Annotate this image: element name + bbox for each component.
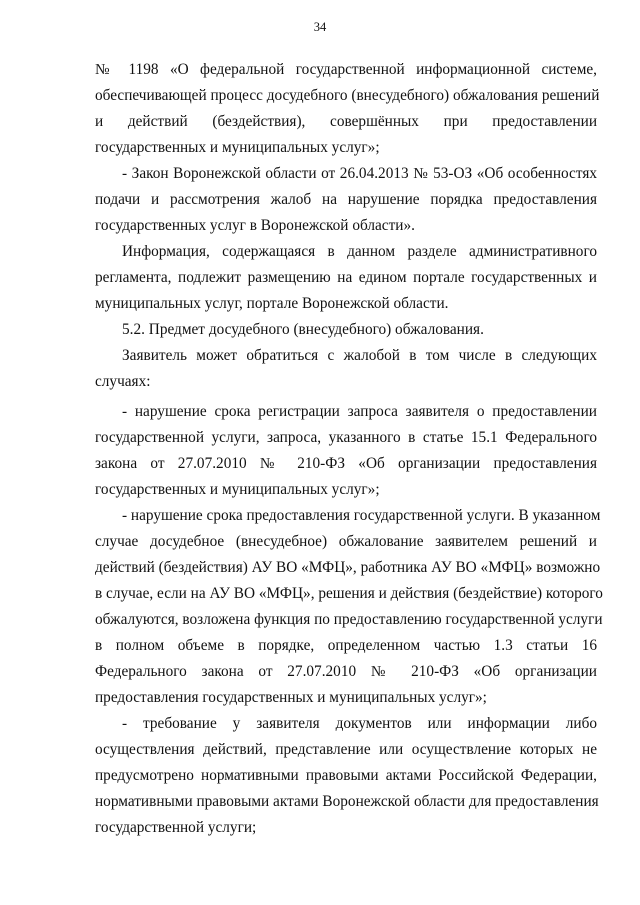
text-line: в случае, если на АУ ВО «МФЦ», решения и действия (бездействие) которого <box>95 585 603 602</box>
text-line: в полном объеме в порядке, определенном частью 1.3 статьи 16 <box>95 637 597 654</box>
text-line: осуществления действий, представление или осуществление которых не <box>95 741 597 758</box>
section-heading: 5.2. Предмет досудебного (внесудебного) обжалования. <box>122 321 484 338</box>
text-line: Информация, содержащаяся в данном разделе административного <box>122 243 597 260</box>
page-number: 34 <box>313 20 327 34</box>
text-line: регламента, подлежит размещению на едином портале государственных и <box>95 269 597 286</box>
text-line: закона от 27.07.2010 № 210-ФЗ «Об организации предоставления <box>95 455 597 472</box>
text-line: - Закон Воронежской области от 26.04.2013 № 53-ОЗ «Об особенностях <box>122 165 597 182</box>
text-line: случаях: <box>95 373 151 390</box>
text-line: государственной услуги, запроса, указанного в статье 15.1 Федерального <box>95 429 597 446</box>
text-line: случае досудебное (внесудебное) обжалование заявителем решений и <box>95 533 597 550</box>
text-line: муниципальных услуг, портале Воронежской области. <box>95 295 449 312</box>
text-line: Федерального закона от 27.07.2010 № 210-ФЗ «Об организации <box>95 663 597 680</box>
text-line: обжалуются, возложена функция по предоставлению государственной услуги <box>95 611 603 628</box>
text-line: - требование у заявителя документов или информации либо <box>122 715 597 732</box>
text-line: государственных услуг в Воронежской области». <box>95 217 415 234</box>
text-line: - нарушение срока регистрации запроса заявителя о предоставлении <box>122 403 597 420</box>
text-line: государственных и муниципальных услуг»; <box>95 139 380 156</box>
text-line: нормативными правовыми актами Воронежской области для предоставления <box>95 793 599 810</box>
text-line: - нарушение срока предоставления государственной услуги. В указанном <box>122 507 601 524</box>
text-line: подачи и рассмотрения жалоб на нарушение порядка предоставления <box>95 191 597 208</box>
text-line: № 1198 «О федеральной государственной информационной системе, <box>95 61 597 78</box>
text-line: предоставления государственных и муниципальных услуг»; <box>95 689 487 706</box>
text-line: предусмотрено нормативными правовыми актами Российской Федерации, <box>95 767 597 784</box>
text-line: Заявитель может обратиться с жалобой в том числе в следующих <box>122 347 597 364</box>
text-line: обеспечивающей процесс досудебного (внесудебного) обжалования решений <box>95 87 600 104</box>
text-line: государственных и муниципальных услуг»; <box>95 481 380 498</box>
text-line: действий (бездействия) АУ ВО «МФЦ», работника АУ ВО «МФЦ» возможно <box>95 559 601 576</box>
text-line: государственной услуги; <box>95 819 257 836</box>
text-line: и действий (бездействия), совершённых при предоставлении <box>95 113 597 130</box>
